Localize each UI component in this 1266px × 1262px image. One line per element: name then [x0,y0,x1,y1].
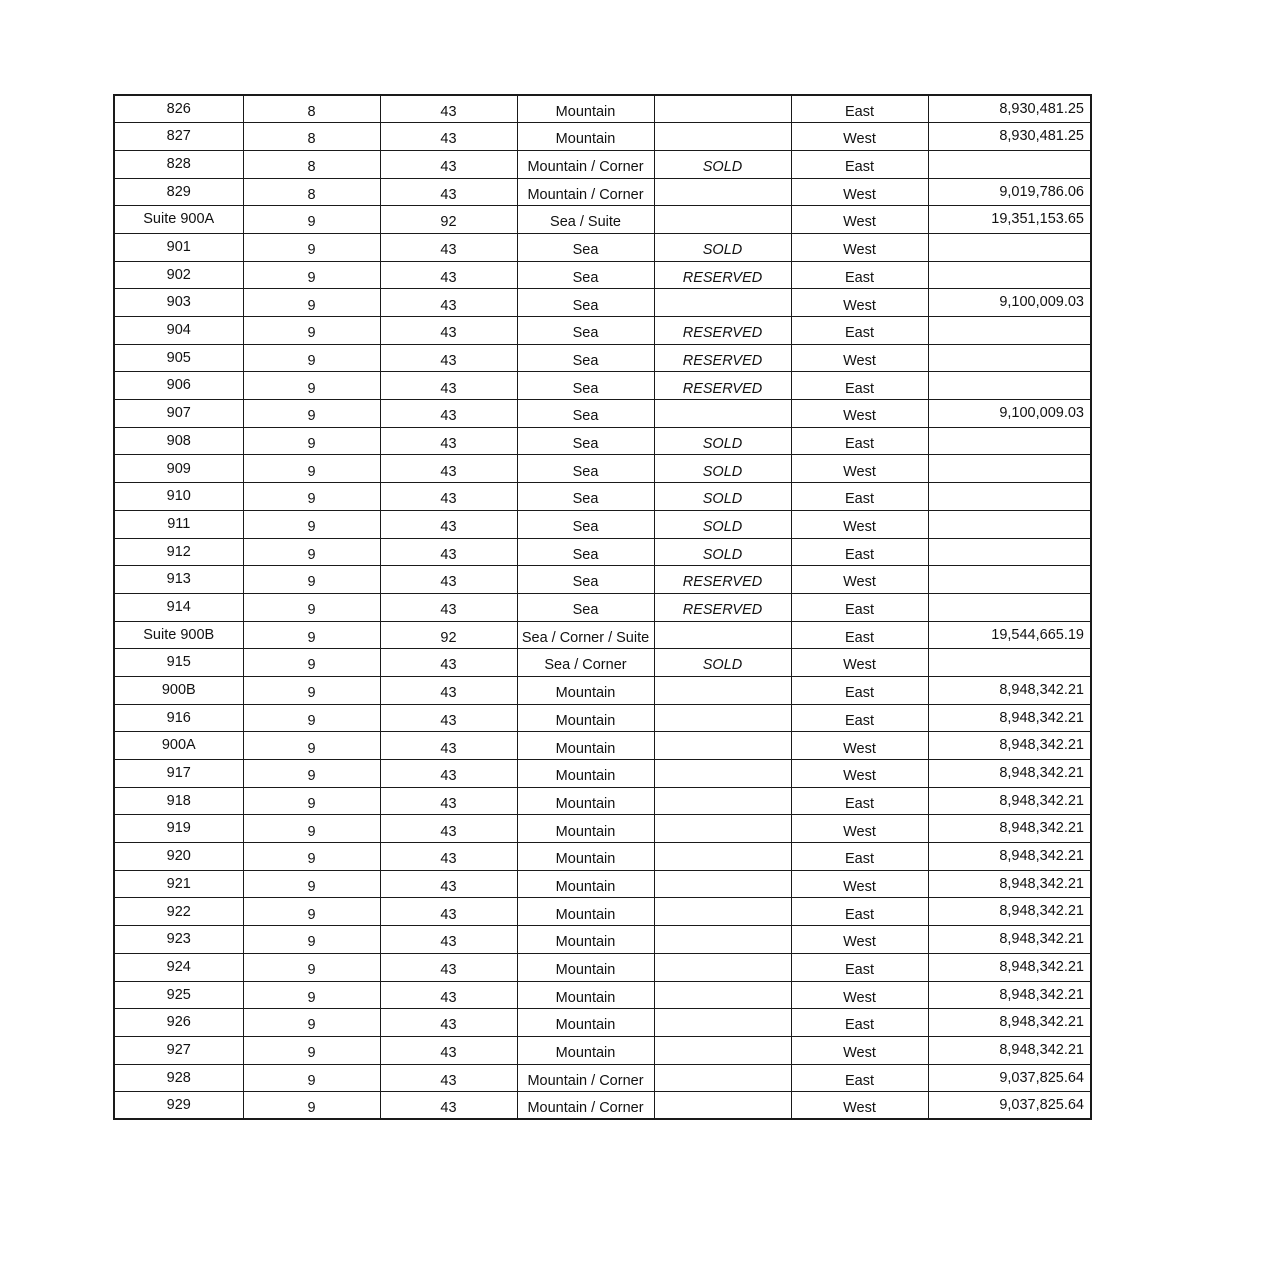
price-list-table [113,94,1092,1120]
area-cell: 43 [380,953,517,981]
status-cell [654,206,791,234]
price-cell: 19,351,153.65 [928,206,1091,234]
floor-cell: 9 [243,787,380,815]
area-cell: 43 [380,981,517,1009]
price-cell: 8,948,342.21 [928,926,1091,954]
orientation-cell: East [791,593,928,621]
floor-cell: 8 [243,150,380,178]
status-cell: SOLD [654,538,791,566]
status-cell: RESERVED [654,372,791,400]
floor-cell: 9 [243,538,380,566]
view-cell: Mountain [517,704,654,732]
status-cell: RESERVED [654,593,791,621]
unit-number-cell: 913 [114,566,243,594]
unit-number-cell: 921 [114,870,243,898]
table-row [114,233,1091,261]
orientation-cell: West [791,344,928,372]
orientation-cell: East [791,372,928,400]
table-row [114,566,1091,594]
unit-number-cell: 915 [114,649,243,677]
orientation-cell: West [791,289,928,317]
unit-number-cell: 906 [114,372,243,400]
view-cell: Mountain [517,732,654,760]
unit-number-cell: 914 [114,593,243,621]
table-row [114,178,1091,206]
area-cell: 43 [380,649,517,677]
view-cell: Mountain [517,815,654,843]
floor-cell: 8 [243,123,380,151]
price-cell: 8,948,342.21 [928,898,1091,926]
view-cell: Mountain [517,953,654,981]
floor-cell: 9 [243,400,380,428]
unit-number-cell: 924 [114,953,243,981]
price-cell: 8,948,342.21 [928,787,1091,815]
status-cell [654,953,791,981]
view-cell: Sea / Corner [517,649,654,677]
floor-cell: 9 [243,843,380,871]
price-cell [928,372,1091,400]
unit-number-cell: 902 [114,261,243,289]
view-cell: Mountain / Corner [517,1064,654,1092]
unit-number-cell: 923 [114,926,243,954]
unit-number-cell: 929 [114,1092,243,1120]
unit-number-cell: 900B [114,676,243,704]
price-cell: 19,544,665.19 [928,621,1091,649]
table-row [114,981,1091,1009]
orientation-cell: West [791,566,928,594]
area-cell: 43 [380,178,517,206]
orientation-cell: West [791,1036,928,1064]
table-row [114,649,1091,677]
price-cell: 8,930,481.25 [928,95,1091,123]
area-cell: 43 [380,898,517,926]
floor-cell: 9 [243,676,380,704]
view-cell: Mountain [517,123,654,151]
view-cell: Mountain / Corner [517,1092,654,1120]
floor-cell: 9 [243,427,380,455]
price-cell [928,344,1091,372]
table-row [114,870,1091,898]
floor-cell: 9 [243,261,380,289]
area-cell: 43 [380,1092,517,1120]
table-row [114,843,1091,871]
orientation-cell: East [791,1009,928,1037]
table-row [114,427,1091,455]
price-cell: 8,948,342.21 [928,1009,1091,1037]
status-cell [654,1036,791,1064]
area-cell: 43 [380,870,517,898]
price-cell [928,510,1091,538]
price-cell: 9,100,009.03 [928,289,1091,317]
view-cell: Sea [517,455,654,483]
orientation-cell: West [791,732,928,760]
price-cell: 8,948,342.21 [928,843,1091,871]
area-cell: 43 [380,1064,517,1092]
price-cell: 8,948,342.21 [928,676,1091,704]
unit-number-cell: 908 [114,427,243,455]
price-cell [928,233,1091,261]
floor-cell: 9 [243,621,380,649]
orientation-cell: West [791,981,928,1009]
floor-cell: 9 [243,870,380,898]
area-cell: 43 [380,815,517,843]
view-cell: Mountain [517,870,654,898]
status-cell: SOLD [654,233,791,261]
floor-cell: 9 [243,206,380,234]
area-cell: 43 [380,372,517,400]
area-cell: 43 [380,593,517,621]
status-cell [654,843,791,871]
table-row [114,676,1091,704]
price-cell: 9,037,825.64 [928,1064,1091,1092]
status-cell [654,898,791,926]
floor-cell: 9 [243,981,380,1009]
unit-number-cell: 827 [114,123,243,151]
view-cell: Mountain [517,95,654,123]
unit-number-cell: 912 [114,538,243,566]
status-cell: SOLD [654,150,791,178]
table-row [114,1036,1091,1064]
area-cell: 43 [380,123,517,151]
price-cell [928,483,1091,511]
area-cell: 43 [380,483,517,511]
table-row [114,815,1091,843]
view-cell: Mountain / Corner [517,178,654,206]
area-cell: 43 [380,926,517,954]
floor-cell: 9 [243,566,380,594]
status-cell: SOLD [654,427,791,455]
view-cell: Mountain [517,676,654,704]
orientation-cell: West [791,233,928,261]
unit-number-cell: 828 [114,150,243,178]
price-cell [928,593,1091,621]
orientation-cell: East [791,843,928,871]
price-cell [928,538,1091,566]
table-row [114,926,1091,954]
view-cell: Sea / Corner / Suite [517,621,654,649]
table-row [114,455,1091,483]
view-cell: Mountain / Corner [517,150,654,178]
status-cell [654,400,791,428]
orientation-cell: West [791,400,928,428]
floor-cell: 9 [243,344,380,372]
view-cell: Sea [517,317,654,345]
status-cell: SOLD [654,455,791,483]
table-row [114,1092,1091,1120]
view-cell: Mountain [517,760,654,788]
floor-cell: 9 [243,649,380,677]
floor-cell: 9 [243,233,380,261]
view-cell: Mountain [517,843,654,871]
view-cell: Mountain [517,926,654,954]
table-row [114,483,1091,511]
unit-number-cell: 918 [114,787,243,815]
table-row [114,1009,1091,1037]
view-cell: Sea [517,510,654,538]
unit-number-cell: 901 [114,233,243,261]
status-cell: RESERVED [654,261,791,289]
price-cell: 9,019,786.06 [928,178,1091,206]
price-cell: 9,100,009.03 [928,400,1091,428]
status-cell [654,704,791,732]
floor-cell: 9 [243,732,380,760]
unit-number-cell: 926 [114,1009,243,1037]
status-cell [654,178,791,206]
price-cell: 8,948,342.21 [928,704,1091,732]
orientation-cell: East [791,483,928,511]
area-cell: 43 [380,400,517,428]
table-row [114,760,1091,788]
status-cell: RESERVED [654,317,791,345]
orientation-cell: West [791,1092,928,1120]
price-cell [928,261,1091,289]
table-row [114,372,1091,400]
floor-cell: 9 [243,372,380,400]
floor-cell: 9 [243,593,380,621]
status-cell [654,95,791,123]
view-cell: Sea [517,427,654,455]
view-cell: Sea [517,566,654,594]
area-cell: 43 [380,787,517,815]
orientation-cell: East [791,427,928,455]
unit-number-cell: 903 [114,289,243,317]
status-cell [654,815,791,843]
status-cell: SOLD [654,483,791,511]
floor-cell: 8 [243,178,380,206]
area-cell: 43 [380,676,517,704]
table-row [114,621,1091,649]
status-cell [654,732,791,760]
unit-number-cell: Suite 900B [114,621,243,649]
table-row [114,123,1091,151]
price-cell [928,427,1091,455]
orientation-cell: West [791,178,928,206]
area-cell: 43 [380,261,517,289]
price-cell: 8,930,481.25 [928,123,1091,151]
unit-number-cell: 927 [114,1036,243,1064]
view-cell: Mountain [517,1009,654,1037]
unit-number-cell: 829 [114,178,243,206]
status-cell: RESERVED [654,566,791,594]
area-cell: 43 [380,510,517,538]
unit-number-cell: 910 [114,483,243,511]
unit-number-cell: 920 [114,843,243,871]
unit-number-cell: 900A [114,732,243,760]
orientation-cell: East [791,538,928,566]
status-cell [654,621,791,649]
orientation-cell: West [791,760,928,788]
table-row [114,898,1091,926]
table-row [114,206,1091,234]
table-body [114,95,1091,1119]
area-cell: 43 [380,1009,517,1037]
area-cell: 43 [380,843,517,871]
unit-number-cell: 917 [114,760,243,788]
floor-cell: 9 [243,953,380,981]
view-cell: Mountain [517,787,654,815]
table-row [114,400,1091,428]
table-row [114,150,1091,178]
view-cell: Sea [517,372,654,400]
unit-number-cell: 909 [114,455,243,483]
table-row [114,510,1091,538]
floor-cell: 8 [243,95,380,123]
orientation-cell: East [791,621,928,649]
floor-cell: 9 [243,704,380,732]
price-cell: 9,037,825.64 [928,1092,1091,1120]
floor-cell: 9 [243,898,380,926]
orientation-cell: West [791,926,928,954]
view-cell: Sea [517,344,654,372]
orientation-cell: West [791,870,928,898]
table-row [114,732,1091,760]
view-cell: Sea [517,593,654,621]
status-cell [654,870,791,898]
table-row [114,95,1091,123]
area-cell: 43 [380,704,517,732]
orientation-cell: West [791,123,928,151]
area-cell: 43 [380,289,517,317]
status-cell [654,123,791,151]
table-row [114,289,1091,317]
status-cell [654,1092,791,1120]
view-cell: Sea [517,233,654,261]
orientation-cell: East [791,95,928,123]
orientation-cell: East [791,953,928,981]
table-row [114,344,1091,372]
unit-number-cell: 911 [114,510,243,538]
price-cell: 8,948,342.21 [928,953,1091,981]
orientation-cell: West [791,455,928,483]
area-cell: 43 [380,455,517,483]
view-cell: Sea [517,538,654,566]
view-cell: Sea [517,483,654,511]
price-cell: 8,948,342.21 [928,732,1091,760]
unit-number-cell: 916 [114,704,243,732]
area-cell: 43 [380,233,517,261]
orientation-cell: East [791,150,928,178]
floor-cell: 9 [243,510,380,538]
unit-number-cell: 905 [114,344,243,372]
unit-number-cell: 925 [114,981,243,1009]
area-cell: 43 [380,317,517,345]
orientation-cell: West [791,206,928,234]
price-cell [928,150,1091,178]
floor-cell: 9 [243,289,380,317]
floor-cell: 9 [243,455,380,483]
price-cell: 8,948,342.21 [928,1036,1091,1064]
status-cell [654,1064,791,1092]
floor-cell: 9 [243,1064,380,1092]
unit-number-cell: 904 [114,317,243,345]
unit-number-cell: 928 [114,1064,243,1092]
view-cell: Sea [517,261,654,289]
price-cell: 8,948,342.21 [928,870,1091,898]
price-cell [928,649,1091,677]
floor-cell: 9 [243,815,380,843]
price-cell: 8,948,342.21 [928,981,1091,1009]
view-cell: Sea [517,289,654,317]
status-cell [654,1009,791,1037]
area-cell: 43 [380,538,517,566]
status-cell [654,926,791,954]
floor-cell: 9 [243,483,380,511]
table-row [114,593,1091,621]
price-cell [928,317,1091,345]
unit-number-cell: 919 [114,815,243,843]
orientation-cell: East [791,676,928,704]
orientation-cell: East [791,261,928,289]
floor-cell: 9 [243,1092,380,1120]
table-row [114,261,1091,289]
price-cell [928,566,1091,594]
area-cell: 43 [380,566,517,594]
unit-number-cell: 922 [114,898,243,926]
view-cell: Sea / Suite [517,206,654,234]
table-row [114,953,1091,981]
table-row [114,704,1091,732]
floor-cell: 9 [243,926,380,954]
status-cell: SOLD [654,510,791,538]
orientation-cell: West [791,815,928,843]
status-cell [654,289,791,317]
area-cell: 43 [380,344,517,372]
price-cell: 8,948,342.21 [928,760,1091,788]
orientation-cell: East [791,898,928,926]
area-cell: 92 [380,206,517,234]
status-cell [654,760,791,788]
orientation-cell: East [791,787,928,815]
price-cell: 8,948,342.21 [928,815,1091,843]
area-cell: 43 [380,760,517,788]
status-cell [654,981,791,1009]
view-cell: Mountain [517,1036,654,1064]
view-cell: Mountain [517,981,654,1009]
area-cell: 43 [380,732,517,760]
area-cell: 43 [380,95,517,123]
area-cell: 92 [380,621,517,649]
area-cell: 43 [380,427,517,455]
table-row [114,787,1091,815]
price-cell [928,455,1091,483]
floor-cell: 9 [243,1036,380,1064]
status-cell: SOLD [654,649,791,677]
unit-number-cell: Suite 900A [114,206,243,234]
view-cell: Mountain [517,898,654,926]
unit-number-cell: 826 [114,95,243,123]
view-cell: Sea [517,400,654,428]
orientation-cell: West [791,649,928,677]
floor-cell: 9 [243,317,380,345]
area-cell: 43 [380,1036,517,1064]
floor-cell: 9 [243,1009,380,1037]
status-cell [654,787,791,815]
orientation-cell: West [791,510,928,538]
area-cell: 43 [380,150,517,178]
status-cell: RESERVED [654,344,791,372]
table-row [114,1064,1091,1092]
floor-cell: 9 [243,760,380,788]
orientation-cell: East [791,1064,928,1092]
table-row [114,538,1091,566]
table-row [114,317,1091,345]
orientation-cell: East [791,704,928,732]
unit-number-cell: 907 [114,400,243,428]
orientation-cell: East [791,317,928,345]
status-cell [654,676,791,704]
